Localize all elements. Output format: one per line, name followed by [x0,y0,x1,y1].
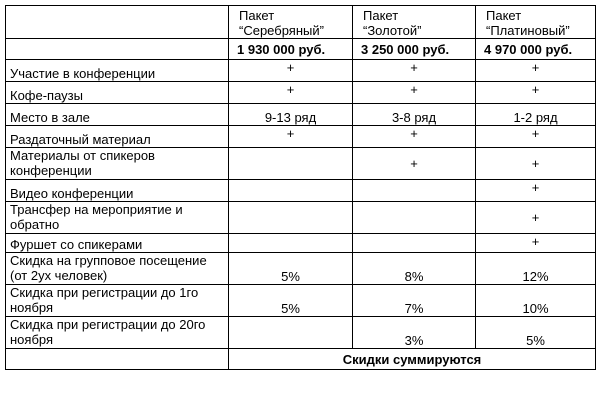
table-row [6,253,596,285]
cell-value [353,234,476,253]
cell-value [229,317,353,349]
cell-value: + [476,180,596,202]
cell-value: + [476,148,596,180]
table-row [6,60,596,82]
empty-cell [6,6,229,39]
cell-value: + [353,82,476,104]
cell-value: 5% [229,253,353,285]
package-name-row [6,6,596,39]
package-silver-price: 1 930 000 руб. [229,39,353,60]
package-platinum-name: Пакет “Платиновый” [476,6,596,39]
package-gold-name: Пакет “Золотой” [353,6,476,39]
cell-value: 3-8 ряд [353,104,476,126]
empty-cell [6,349,229,370]
cell-value [229,202,353,234]
row-label: Материалы от спикеров конференции [6,148,229,180]
table-row [6,82,596,104]
row-label: Место в зале [6,104,229,126]
cell-value: 9-13 ряд [229,104,353,126]
table-row [6,104,596,126]
table-row [6,285,596,317]
cell-value: + [476,82,596,104]
table-row [6,202,596,234]
footer-row [6,349,596,370]
table-row [6,317,596,349]
cell-value: + [353,126,476,148]
table-row [6,126,596,148]
cell-value: 1-2 ряд [476,104,596,126]
cell-value: + [229,60,353,82]
cell-value [229,234,353,253]
row-label: Скидка на групповое посещение (от 2ух человек) [6,253,229,285]
row-label: Скидка при регистрации до 1го ноября [6,285,229,317]
table-row [6,148,596,180]
row-label: Трансфер на мероприятие и обратно [6,202,229,234]
table-row [6,180,596,202]
cell-value [353,202,476,234]
row-label: Скидка при регистрации до 20го ноября [6,317,229,349]
cell-value: + [229,126,353,148]
table-row [6,234,596,253]
row-label: Участие в конференции [6,60,229,82]
cell-value: + [476,202,596,234]
cell-value: + [476,60,596,82]
cell-value: + [353,60,476,82]
price-row [6,39,596,60]
discount-note: Скидки суммируются [229,349,596,370]
cell-value: + [353,148,476,180]
row-label: Видео конференции [6,180,229,202]
package-platinum-price: 4 970 000 руб. [476,39,596,60]
cell-value [229,180,353,202]
package-gold-price: 3 250 000 руб. [353,39,476,60]
cell-value: 8% [353,253,476,285]
row-label: Раздаточный материал [6,126,229,148]
cell-value: 5% [476,317,596,349]
cell-value [229,148,353,180]
cell-value [353,180,476,202]
cell-value: 7% [353,285,476,317]
row-label: Кофе-паузы [6,82,229,104]
packages-table [5,5,596,370]
cell-value: 10% [476,285,596,317]
cell-value: + [229,82,353,104]
cell-value: 5% [229,285,353,317]
cell-value: + [476,126,596,148]
cell-value: 12% [476,253,596,285]
empty-cell [6,39,229,60]
row-label: Фуршет со спикерами [6,234,229,253]
package-silver-name: Пакет “Серебряный” [229,6,353,39]
cell-value: 3% [353,317,476,349]
cell-value: + [476,234,596,253]
